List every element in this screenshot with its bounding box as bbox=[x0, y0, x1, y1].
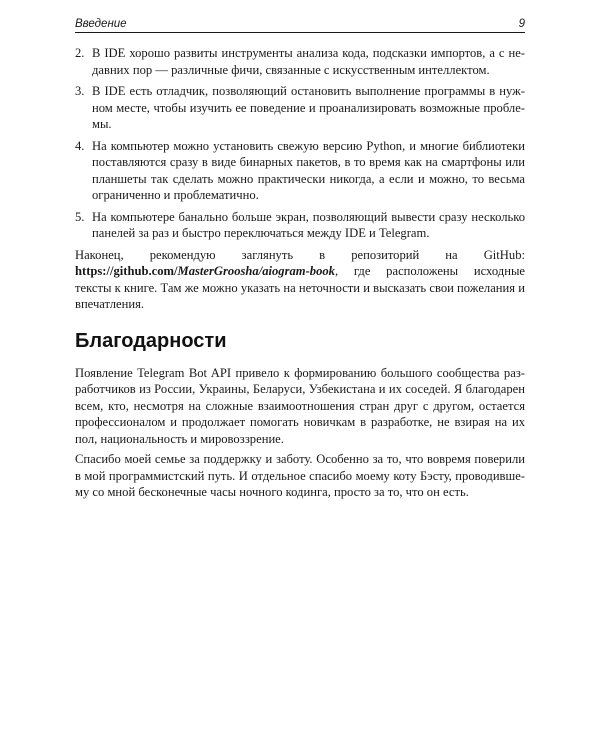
list-item bbox=[75, 45, 525, 78]
list-item-number: 3. bbox=[75, 84, 85, 98]
list-item-number: 5. bbox=[75, 209, 85, 224]
page-body bbox=[75, 45, 525, 501]
list-item bbox=[75, 209, 525, 242]
list-item-text: На компьютер можно установить свежую версию Python, и многие библиотеки поставляются сразу в виде бинарных пакетов, в то время как на смартфоны или планшеты так сделать можно практически никогда, а если и можно, то весьма ограниченно и проблематично. bbox=[92, 138, 525, 202]
list-item bbox=[75, 83, 525, 133]
advantages-list bbox=[75, 45, 525, 242]
acknowledgements-paragraph: Появление Telegram Bot API привело к формированию большого сообщества разработчиков из России, Украины, Беларуси, Узбекистана и их соседей. Я благодарен всем, кто, несмотря на сложные взаимоотношения стран друг с другом, остается профессионалом и продолжает помогать новичкам в разработке, не взирая на их пол, национальность и мировоззрение. bbox=[75, 365, 525, 446]
repo-paragraph-rest: , где расположены исходные тексты к книге. Там же можно указать на неточности и высказать свои пожелания и впечатления. bbox=[75, 264, 525, 311]
list-item-number: 4. bbox=[75, 138, 85, 153]
book-page bbox=[75, 18, 525, 501]
repo-url-host[interactable]: https://github.com/ bbox=[75, 264, 178, 278]
header-section-title: Введение bbox=[75, 18, 127, 30]
repo-paragraph bbox=[75, 247, 525, 313]
section-title: Благодарности bbox=[75, 329, 227, 352]
repo-url-path[interactable]: MasterGroosha/aiogram-book bbox=[177, 264, 335, 278]
list-item-text: В IDE хорошо развиты инструменты анализа кода, подсказки импортов, а с недавних пор — различные фичи, связанные с искусственным интеллектом. bbox=[92, 46, 525, 77]
acknowledgements-paragraph: Спасибо моей семье за поддержку и заботу. Особенно за то, что вовремя поверили в мой программистский путь. И отдельное спасибо моему коту Бэсту, проводившему со мной бесконечные часы ночного кодинга, просто за то, что он есть. bbox=[75, 452, 525, 499]
page-number: 9 bbox=[518, 18, 525, 30]
list-item bbox=[75, 138, 525, 204]
list-item-text: На компьютере банально больше экран, позволяющий вывести сразу несколько панелей за раз и быстро переключаться между IDE и Telegram. bbox=[92, 209, 525, 240]
list-item-text: В IDE есть отладчик, позволяющий остановить выполнение программы в нужном месте, чтобы изучить ее поведение и проанализировать возможные проблемы. bbox=[92, 84, 525, 131]
repo-paragraph-intro: Наконец, рекомендую заглянуть в репозиторий на GitHub: bbox=[75, 247, 525, 262]
list-item-number: 2. bbox=[75, 46, 85, 60]
running-header bbox=[75, 18, 525, 33]
